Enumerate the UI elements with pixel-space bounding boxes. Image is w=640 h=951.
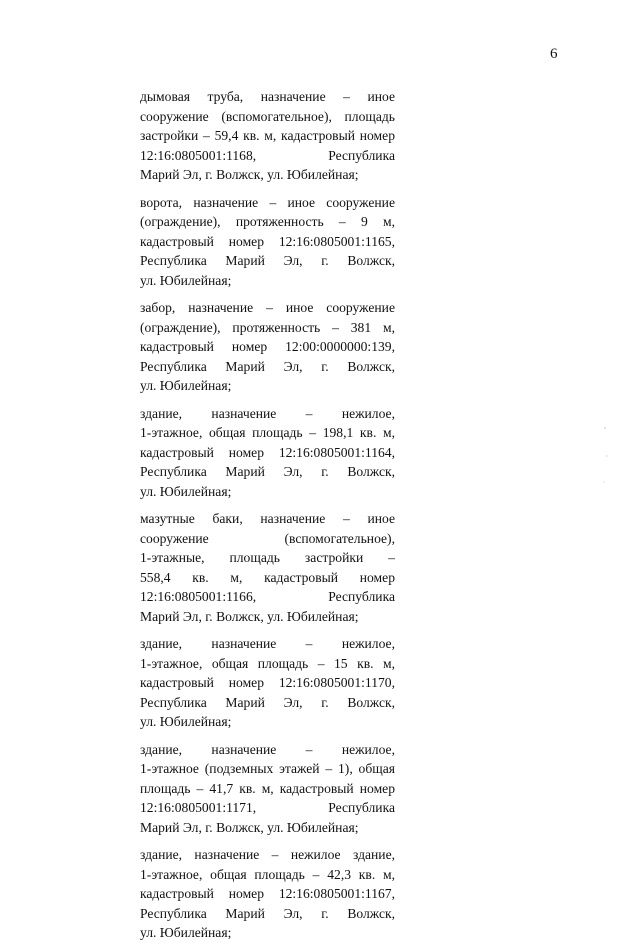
property-entry — [140, 298, 395, 396]
entry-line: Республика Марий Эл, г. Волжск, — [140, 358, 395, 374]
entry-line: застройки – 59,4 кв. м, кадастровый номер — [140, 128, 395, 143]
entry-line: забор, назначение – иное сооружение — [140, 300, 395, 315]
entry-line: мазутные баки, назначение – иное — [140, 511, 395, 526]
entry-line: 12:16:0805001:1171, Республика — [140, 800, 395, 815]
entry-line: ул. Юбилейная; — [140, 483, 232, 499]
property-list — [140, 87, 395, 951]
entry-line: ул. Юбилейная; — [140, 378, 232, 393]
entry-line: дымовая труба, назначение – иное — [140, 89, 395, 104]
property-entry — [140, 193, 395, 291]
entry-line: здание, назначение – нежилое, — [140, 636, 395, 651]
entry-line: ул. Юбилейная; — [140, 925, 232, 940]
entry-line: сооружение (вспомогательное), — [140, 530, 395, 546]
scan-speck — [604, 427, 605, 428]
entry-line: здание, назначение – нежилое здание, — [140, 847, 395, 862]
entry-line: Марий Эл, г. Волжск, ул. Юбилейная; — [140, 608, 359, 624]
entry-line: 12:16:0805001:1168, Республика — [140, 147, 395, 163]
entry-line: здание, назначение – нежилое, — [140, 405, 395, 421]
entry-line: (ограждение), протяженность – 9 м, — [140, 214, 395, 229]
entry-line: 1-этажное, общая площадь – 42,3 кв. м, — [140, 866, 395, 882]
entry-line: 558,4 кв. м, кадастровый номер — [140, 569, 395, 585]
scan-speck — [607, 456, 608, 457]
entry-line: (ограждение), протяженность – 381 м, — [140, 319, 395, 335]
entry-line: 1-этажное (подземных этажей – 1), общая — [140, 761, 395, 776]
entry-line: ул. Юбилейная; — [140, 714, 232, 729]
entry-line: Республика Марий Эл, г. Волжск, — [140, 694, 395, 710]
property-entry — [140, 509, 395, 626]
property-entry — [140, 404, 395, 502]
entry-line: 1-этажные, площадь застройки – — [140, 550, 395, 565]
page-number: 6 — [550, 46, 558, 62]
entry-line: Республика Марий Эл, г. Волжск, — [140, 253, 395, 268]
entry-line: кадастровый номер 12:16:0805001:1170, — [140, 675, 395, 690]
entry-line: кадастровый номер 12:00:0000000:139, — [140, 339, 395, 354]
entry-line: ул. Юбилейная; — [140, 272, 232, 288]
entry-line: Республика Марий Эл, г. Волжск, — [140, 905, 395, 921]
entry-line: ворота, назначение – иное сооружение — [140, 194, 395, 210]
property-entry — [140, 740, 395, 838]
entry-line: здание, назначение – нежилое, — [140, 741, 395, 757]
entry-line: 1-этажное, общая площадь – 15 кв. м, — [140, 655, 395, 671]
entry-line: Марий Эл, г. Волжск, ул. Юбилейная; — [140, 167, 359, 182]
property-entry — [140, 634, 395, 732]
entry-line: Марий Эл, г. Волжск, ул. Юбилейная; — [140, 819, 359, 835]
entry-line: сооружение (вспомогательное), площадь — [140, 108, 395, 124]
entry-line: площадь – 41,7 кв. м, кадастровый номер — [140, 780, 395, 796]
property-entry — [140, 845, 395, 943]
entry-line: кадастровый номер 12:16:0805001:1164, — [140, 444, 395, 460]
entry-line: 1-этажное, общая площадь – 198,1 кв. м, — [140, 425, 395, 440]
entry-line: 12:16:0805001:1166, Республика — [140, 589, 395, 604]
scan-speck — [604, 482, 605, 483]
property-entry — [140, 87, 395, 185]
entry-line: Республика Марий Эл, г. Волжск, — [140, 464, 395, 479]
entry-line: кадастровый номер 12:16:0805001:1165, — [140, 233, 395, 249]
entry-line: кадастровый номер 12:16:0805001:1167, — [140, 886, 395, 901]
